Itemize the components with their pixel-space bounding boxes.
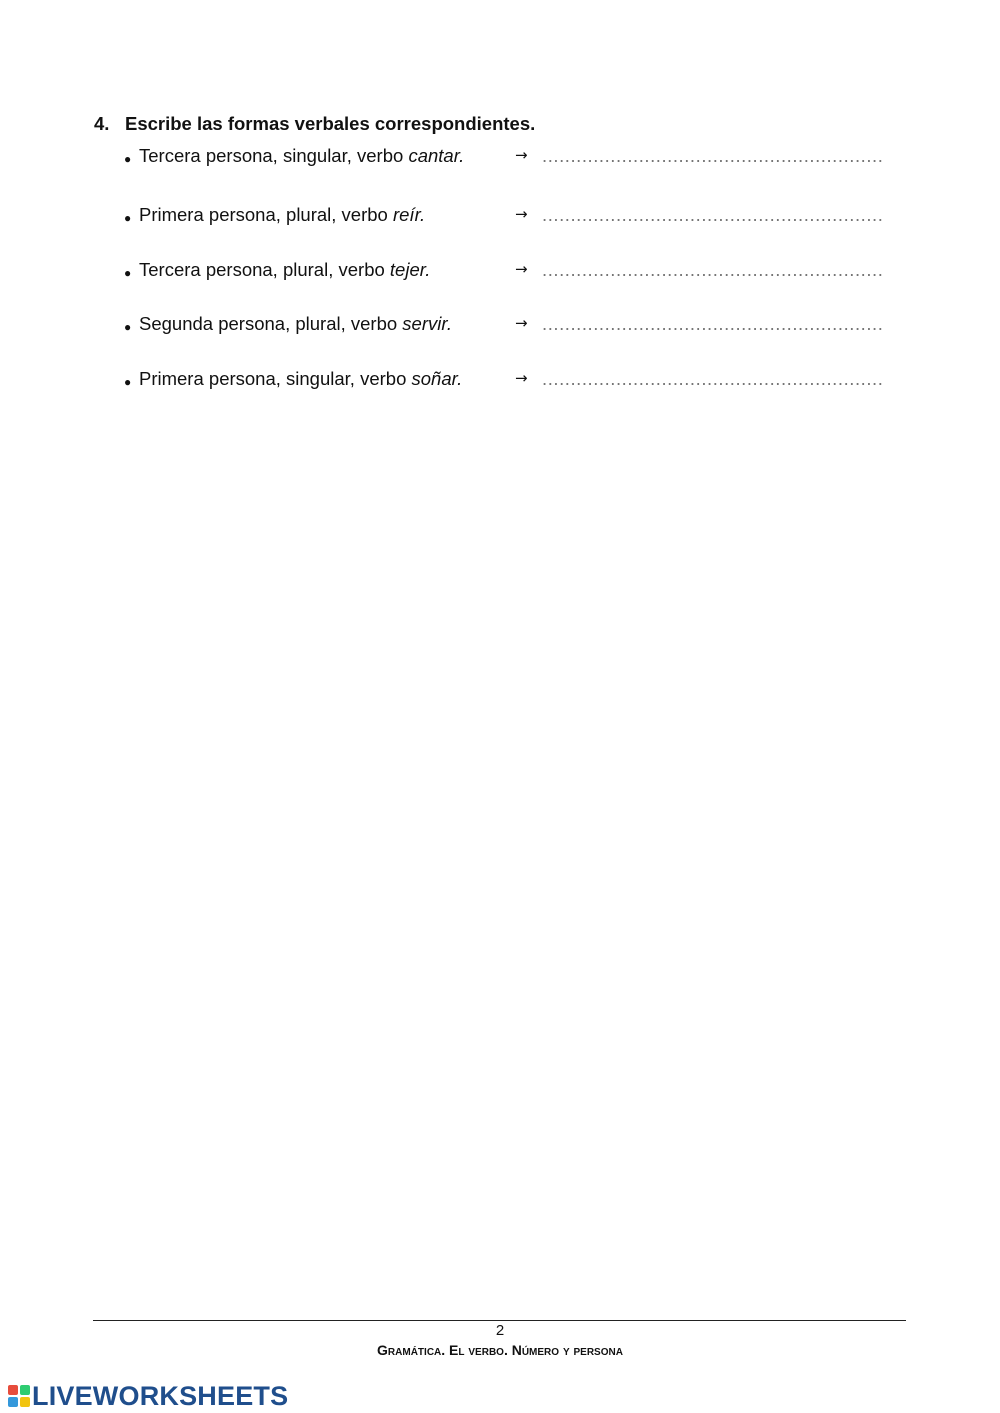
- logo-tile: [8, 1385, 18, 1395]
- item-prompt-text: Primera persona, singular, verbo: [139, 368, 412, 389]
- item-verb: servir.: [402, 313, 452, 334]
- logo-tiles-icon: [8, 1385, 30, 1407]
- answer-input[interactable]: [542, 368, 883, 390]
- logo-tile: [8, 1397, 18, 1407]
- item-prompt: [139, 145, 464, 167]
- liveworksheets-logo: [8, 1381, 288, 1411]
- logo-text: LIVEWORKSHEETS: [32, 1381, 289, 1411]
- item-prompt-text: Tercera persona, plural, verbo: [139, 259, 390, 280]
- bullet-icon: ●: [124, 211, 132, 225]
- arrow-icon: →: [515, 314, 528, 332]
- item-verb: cantar.: [408, 145, 465, 166]
- bullet-icon: ●: [124, 266, 132, 280]
- logo-tile: [20, 1397, 30, 1407]
- item-prompt-text: Segunda persona, plural, verbo: [139, 313, 403, 334]
- item-prompt: [139, 204, 425, 226]
- arrow-icon: →: [515, 260, 528, 278]
- footer-divider: [93, 1320, 906, 1321]
- exercise-number: 4.: [94, 113, 110, 134]
- item-verb: tejer.: [389, 259, 431, 280]
- item-prompt: [139, 368, 462, 390]
- answer-input[interactable]: [542, 204, 883, 226]
- arrow-icon: →: [515, 146, 528, 164]
- bullet-icon: ●: [124, 152, 132, 166]
- item-verb: reír.: [392, 204, 426, 225]
- exercise-item: [124, 313, 894, 337]
- arrow-icon: →: [515, 205, 528, 223]
- item-prompt: [139, 313, 452, 335]
- logo-tile: [20, 1385, 30, 1395]
- exercise-item: [124, 368, 894, 392]
- exercise-item: [124, 204, 894, 228]
- answer-input[interactable]: [542, 145, 883, 167]
- answer-input[interactable]: [542, 313, 883, 335]
- arrow-icon: →: [515, 369, 528, 387]
- item-prompt: [139, 259, 430, 281]
- exercise-heading: [94, 113, 535, 135]
- item-verb: soñar.: [411, 368, 463, 389]
- exercise-item: [124, 145, 894, 169]
- bullet-icon: ●: [124, 375, 132, 389]
- bullet-icon: ●: [124, 320, 132, 334]
- answer-input[interactable]: [542, 259, 883, 281]
- page-number: 2: [495, 1322, 505, 1339]
- footer-title: Gramática. El verbo. Número y persona: [377, 1342, 623, 1358]
- exercise-instruction: Escribe las formas verbales correspondientes.: [125, 113, 536, 134]
- item-prompt-text: Tercera persona, singular, verbo: [139, 145, 409, 166]
- exercise-item: [124, 259, 894, 283]
- item-prompt-text: Primera persona, plural, verbo: [139, 204, 393, 225]
